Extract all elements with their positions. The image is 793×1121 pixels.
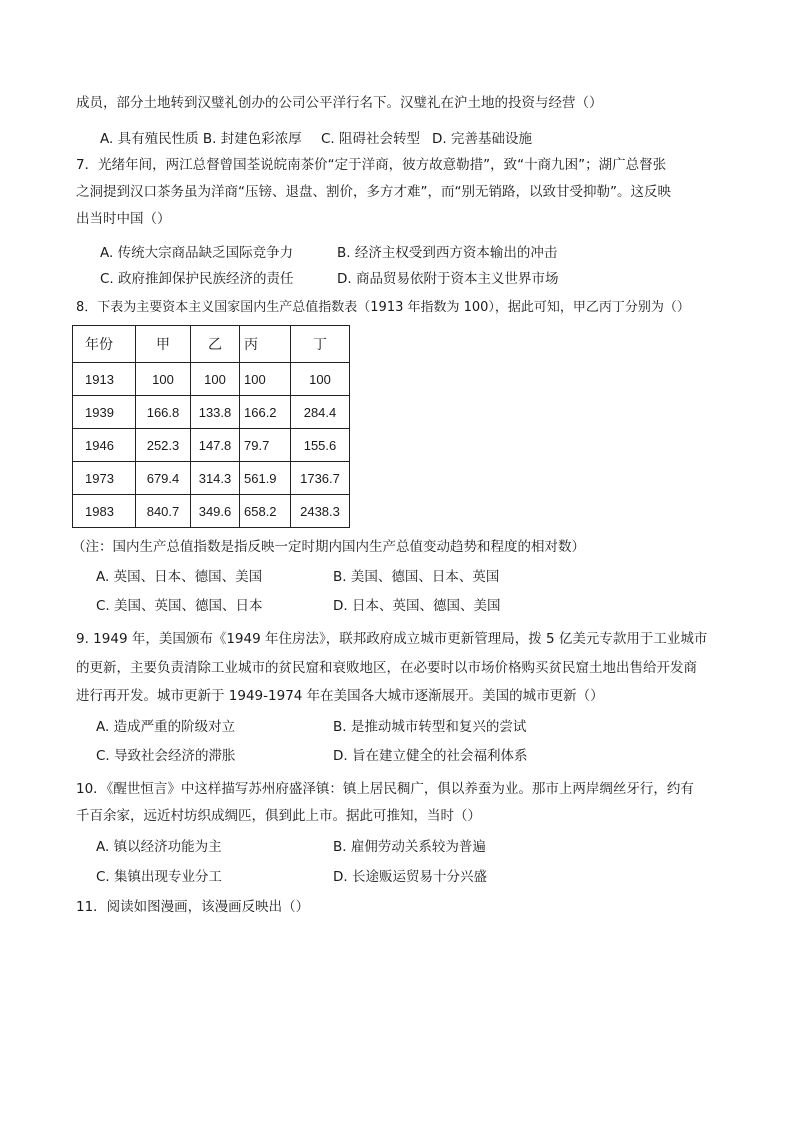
table-cell: 314.3	[191, 462, 240, 495]
q9-stem-line-3: 进行再开发。城市更新于 1949-1974 年在美国各大城市逐渐展开。美国的城市更新（）	[76, 688, 604, 704]
q6-option-ab: A. 具有殖民性质 B. 封建色彩浓厚	[100, 131, 302, 147]
table-cell: 2438.3	[291, 495, 350, 528]
q10-stem-line-1: 10．《醒世恒言》中这样描写苏州府盛泽镇：镇上居民稠广，俱以养蚕为业。那市上两岸绸丝牙行，约有	[76, 781, 694, 797]
table-cell: 166.2	[240, 396, 291, 429]
table-cell: 79.7	[240, 429, 291, 462]
gdp-index-table	[72, 325, 350, 528]
table-row	[73, 396, 350, 429]
q10-option-a: A. 镇以经济功能为主	[96, 839, 222, 855]
q8-stem: 8．下表为主要资本主义国家国内生产总值指数表（1913 年指数为 100），据此可知，甲乙丙丁分别为（）	[76, 300, 690, 315]
table-cell: 658.2	[240, 495, 291, 528]
q7-option-b: B. 经济主权受到西方资本输出的冲击	[337, 245, 558, 261]
table-cell: 100	[240, 363, 291, 396]
q9-option-d: D. 旨在建立健全的社会福利体系	[333, 748, 528, 764]
q8-option-a: A. 英国、日本、德国、美国	[96, 569, 263, 585]
q7-option-d: D. 商品贸易依附于资本主义世界市场	[337, 271, 559, 287]
table-row	[73, 363, 350, 396]
q8-option-d: D. 日本、英国、德国、美国	[333, 598, 501, 614]
q9-option-c: C. 导致社会经济的滞胀	[96, 748, 236, 764]
table-cell: 166.8	[136, 396, 191, 429]
q9-option-b: B. 是推动城市转型和复兴的尝试	[333, 719, 527, 735]
table-cell: 100	[136, 363, 191, 396]
table-cell: 1939	[73, 396, 136, 429]
q11-stem: 11．阅读如图漫画，该漫画反映出（）	[76, 899, 310, 915]
table-row	[73, 429, 350, 462]
q10-option-d: D. 长途贩运贸易十分兴盛	[333, 869, 487, 885]
table-cell: 561.9	[240, 462, 291, 495]
table-cell: 1736.7	[291, 462, 350, 495]
table-header-cell: 丁	[291, 326, 350, 363]
q7-option-c: C. 政府推卸保护民族经济的责任	[100, 271, 294, 287]
table-cell: 1913	[73, 363, 136, 396]
table-cell: 1973	[73, 462, 136, 495]
q6-option-c: C. 阻碍社会转型	[321, 131, 421, 147]
table-header-cell: 年份	[73, 326, 136, 363]
table-cell: 284.4	[291, 396, 350, 429]
q7-option-a: A. 传统大宗商品缺乏国际竞争力	[100, 245, 294, 261]
table-header-cell: 乙	[191, 326, 240, 363]
table-cell: 252.3	[136, 429, 191, 462]
q10-option-c: C. 集镇出现专业分工	[96, 869, 223, 885]
q9-option-a: A. 造成严重的阶级对立	[96, 719, 236, 735]
table-cell: 147.8	[191, 429, 240, 462]
q8-option-c: C. 美国、英国、德国、日本	[96, 598, 263, 614]
table-cell: 840.7	[136, 495, 191, 528]
table-cell: 679.4	[136, 462, 191, 495]
q9-stem-line-1: 9. 1949 年，美国颁布《1949 年住房法》，联邦政府成立城市更新管理局，拨 5 亿美元专款用于工业城市	[76, 631, 708, 647]
q7-stem-line-1: 7．光绪年间，两江总督曾国荃说皖南茶价“定于洋商，彼方故意勒措”，致“十商九困”；湖广总督张	[76, 157, 667, 173]
q7-stem-line-3: 出当时中国（）	[76, 211, 171, 227]
table-cell: 1983	[73, 495, 136, 528]
table-cell: 349.6	[191, 495, 240, 528]
table-row	[73, 462, 350, 495]
table-cell: 133.8	[191, 396, 240, 429]
q6-option-d: D. 完善基础设施	[432, 131, 532, 147]
table-row	[73, 495, 350, 528]
q8-note: （注：国内生产总值指数是指反映一定时期内国内生产总值变动趋势和程度的相对数）	[72, 539, 585, 555]
q7-stem-line-2: 之洞提到汉口茶务虽为洋商“压镑、退盘、割价，多方才难”，而“别无销路，以致甘受抑勒”。这反映	[76, 184, 671, 200]
q9-stem-line-2: 的更新，主要负责清除工业城市的贫民窟和衰败地区，在必要时以市场价格购买贫民窟土地出售给开发商	[76, 660, 697, 676]
q10-stem-line-2: 千百余家，远近村坊织成绸匹，俱到此上市。据此可推知，当时（）	[76, 808, 481, 824]
q8-option-b: B. 美国、德国、日本、英国	[333, 569, 500, 585]
table-header-cell: 丙	[240, 326, 291, 363]
table-cell: 100	[291, 363, 350, 396]
table-cell: 1946	[73, 429, 136, 462]
table-cell: 100	[191, 363, 240, 396]
q6-stem: 成员，部分土地转到汉璧礼创办的公司公平洋行名下。汉璧礼在沪土地的投资与经营（）	[76, 95, 603, 111]
table-cell: 155.6	[291, 429, 350, 462]
q10-option-b: B. 雇佣劳动关系较为普遍	[333, 839, 486, 855]
table-header-row	[73, 326, 350, 363]
table-header-cell: 甲	[136, 326, 191, 363]
